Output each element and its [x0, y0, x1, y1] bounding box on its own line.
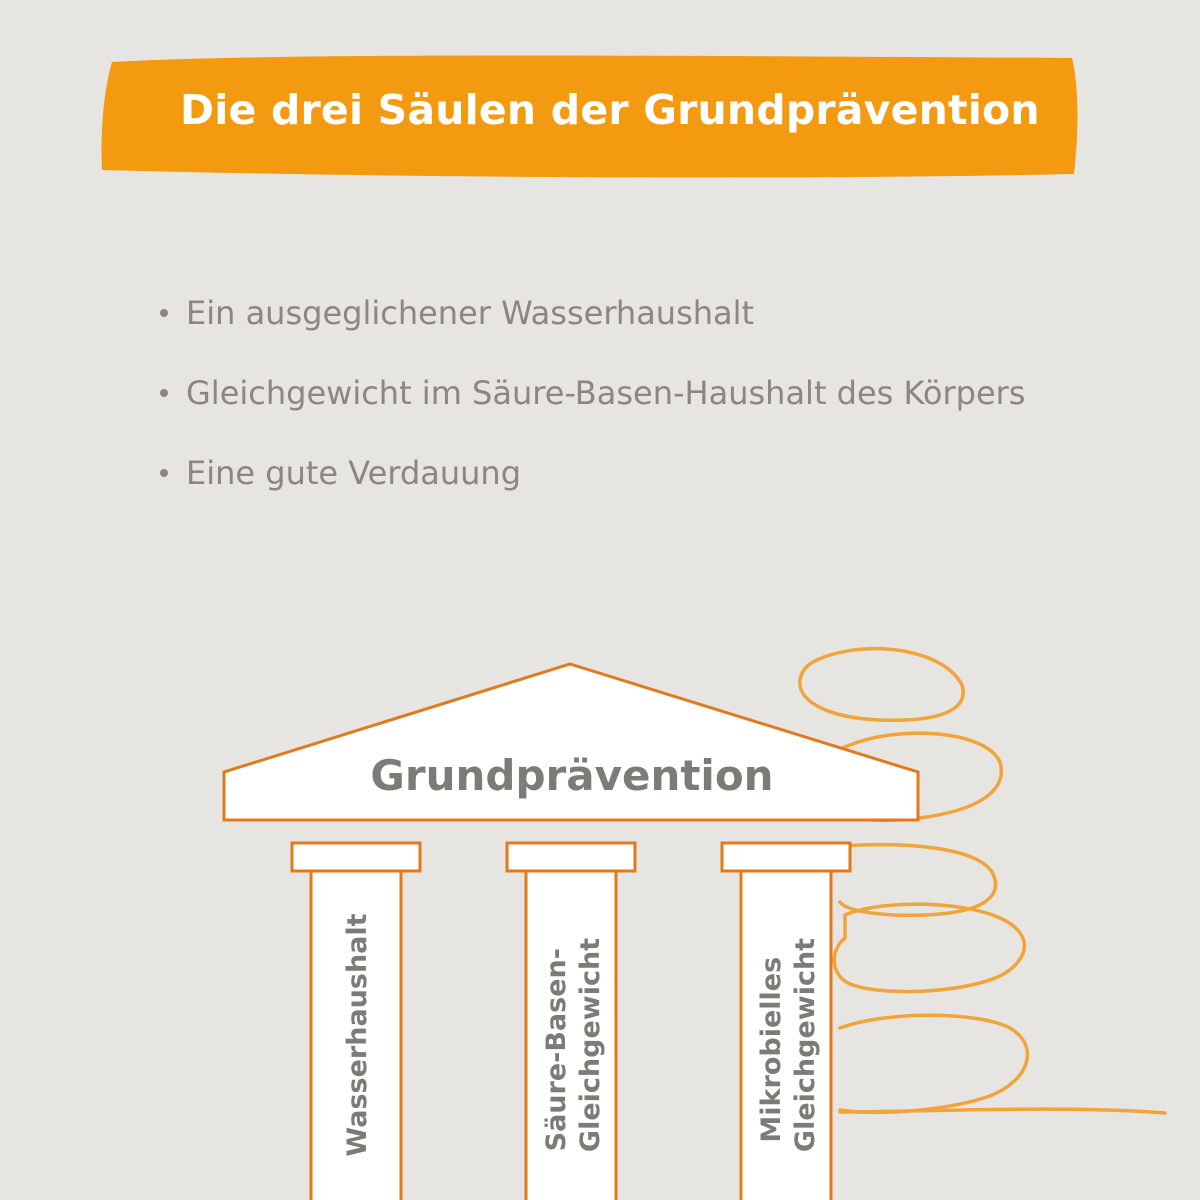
list-item — [160, 448, 1025, 498]
bullet-icon — [160, 389, 168, 397]
column-label: Wasserhaushalt — [342, 913, 373, 1157]
bullet-icon — [160, 469, 168, 477]
roof-label: Grundprävention — [370, 751, 774, 800]
bullet-text: Ein ausgeglichener Wasserhaushalt — [186, 294, 755, 332]
column-label: Säure-Basen- — [541, 948, 572, 1152]
column-label: Mikrobielles — [756, 956, 787, 1143]
column-label: Gleichgewicht — [790, 937, 821, 1153]
page-title: Die drei Säulen der Grundprävention — [180, 86, 1040, 134]
title-banner — [0, 0, 1200, 200]
bullet-text: Gleichgewicht im Säure-Basen-Haushalt des Körpers — [186, 374, 1026, 412]
column-mikrobielles — [722, 843, 850, 1200]
bullet-text: Eine gute Verdauung — [186, 454, 522, 492]
column-label: Gleichgewicht — [575, 937, 606, 1153]
column-saeure-basen — [507, 843, 635, 1200]
bullet-icon — [160, 309, 168, 317]
stacked-stones-sketch-icon — [796, 649, 1165, 1113]
column-wasserhaushalt — [292, 843, 420, 1200]
temple-diagram — [0, 640, 1200, 1200]
list-item — [160, 288, 1025, 338]
list-item — [160, 368, 1025, 418]
bullet-list — [160, 288, 1025, 528]
svg-text:Wasserhaushalt — [342, 913, 373, 1156]
